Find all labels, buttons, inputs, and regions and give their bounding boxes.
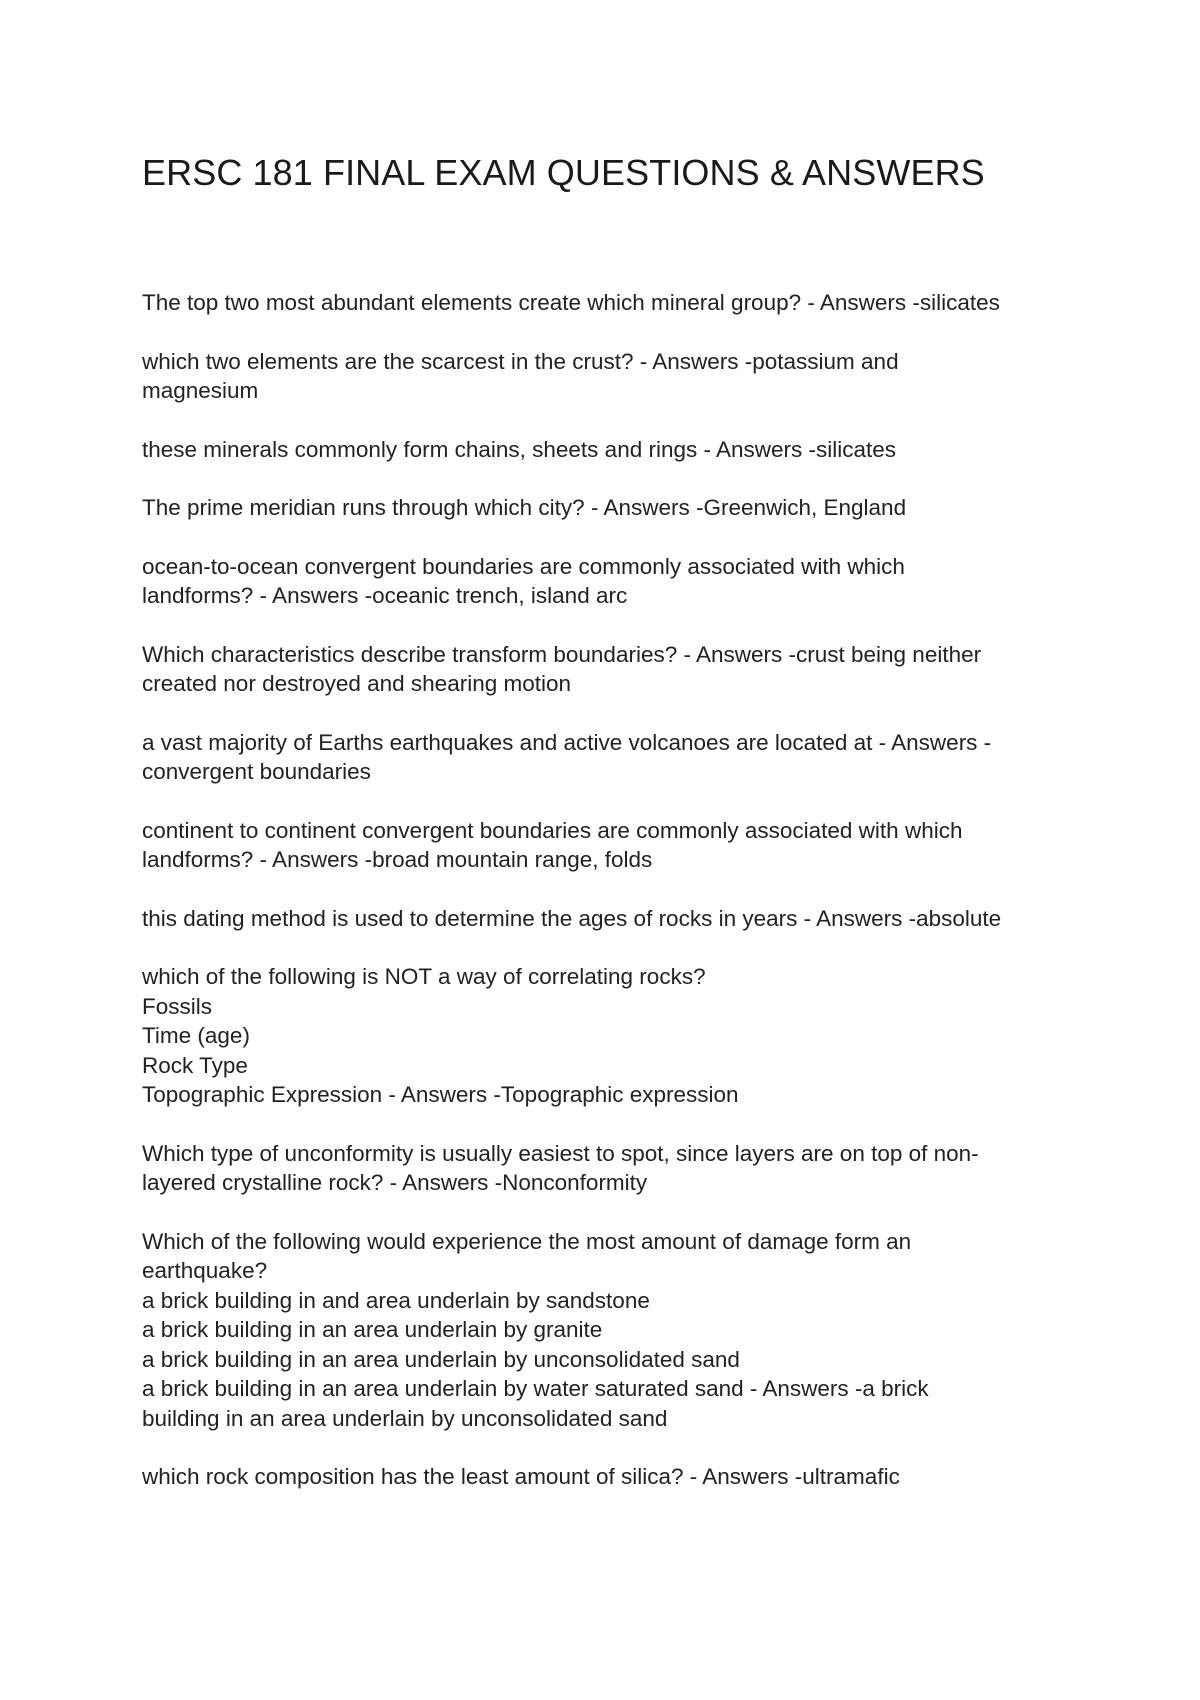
qa-item (142, 816, 1072, 875)
qa-item (142, 435, 1072, 465)
qa-line: continent to continent convergent boundaries are commonly associated with which (142, 817, 963, 843)
qa-line: which of the following is NOT a way of correlating rocks? (142, 964, 706, 989)
qa-line: Time (age) (142, 1023, 250, 1048)
qa-line: landforms? - Answers -broad mountain range, folds (142, 847, 653, 872)
qa-item (142, 552, 1072, 611)
qa-line: Fossils (142, 993, 213, 1019)
qa-line: magnesium (142, 378, 259, 403)
qa-item (142, 1227, 1072, 1434)
qa-item (142, 904, 1072, 934)
qa-line: Which of the following would experience the most amount of damage form an (142, 1228, 912, 1254)
qa-line: building in an area underlain by unconsolidated sand (142, 1405, 668, 1431)
qa-item (142, 493, 1072, 523)
qa-line: created nor destroyed and shearing motion (142, 671, 572, 696)
qa-item (142, 1462, 1072, 1492)
qa-line: this dating method is used to determine the ages of rocks in years - Answers -absolute (142, 905, 1002, 931)
qa-line: which two elements are the scarcest in the crust? - Answers -potassium and (142, 348, 899, 374)
qa-line: landforms? - Answers -oceanic trench, island arc (142, 583, 628, 608)
qa-item (142, 1139, 1072, 1198)
qa-line: earthquake? (142, 1258, 268, 1283)
qa-line: Rock Type (142, 1052, 248, 1078)
qa-item (142, 288, 1072, 318)
qa-item (142, 347, 1072, 406)
qa-item (142, 728, 1072, 787)
qa-line: Which type of unconformity is usually easiest to spot, since layers are on top of non- (142, 1140, 979, 1166)
qa-line: a brick building in an area underlain by granite (142, 1317, 603, 1342)
qa-line: which rock composition has the least amount of silica? - Answers -ultramafic (142, 1464, 900, 1489)
qa-line: a brick building in an area underlain by unconsolidated sand (142, 1346, 740, 1372)
qa-line: Topographic Expression - Answers -Topographic expression (142, 1082, 739, 1107)
qa-list (142, 288, 1072, 1521)
qa-line: The prime meridian runs through which city? - Answers -Greenwich, England (142, 495, 907, 520)
qa-line: a brick building in an area underlain by water saturated sand - Answers -a brick (142, 1376, 929, 1401)
qa-line: these minerals commonly form chains, sheets and rings - Answers -silicates (142, 436, 897, 462)
qa-line: layered crystalline rock? - Answers -Nonconformity (142, 1170, 648, 1195)
qa-item (142, 962, 1072, 1110)
qa-line: Which characteristics describe transform boundaries? - Answers -crust being neither (142, 641, 982, 667)
document-title: ERSC 181 FINAL EXAM QUESTIONS & ANSWERS (142, 152, 985, 193)
qa-line: a brick building in and area underlain by sandstone (142, 1287, 650, 1313)
qa-line: a vast majority of Earths earthquakes and active volcanoes are located at - Answers - (142, 729, 992, 755)
qa-item (142, 640, 1072, 699)
qa-line: convergent boundaries (142, 759, 371, 784)
qa-line: ocean-to-ocean convergent boundaries are commonly associated with which (142, 553, 905, 579)
qa-line: The top two most abundant elements create which mineral group? - Answers -silicates (142, 290, 1000, 315)
